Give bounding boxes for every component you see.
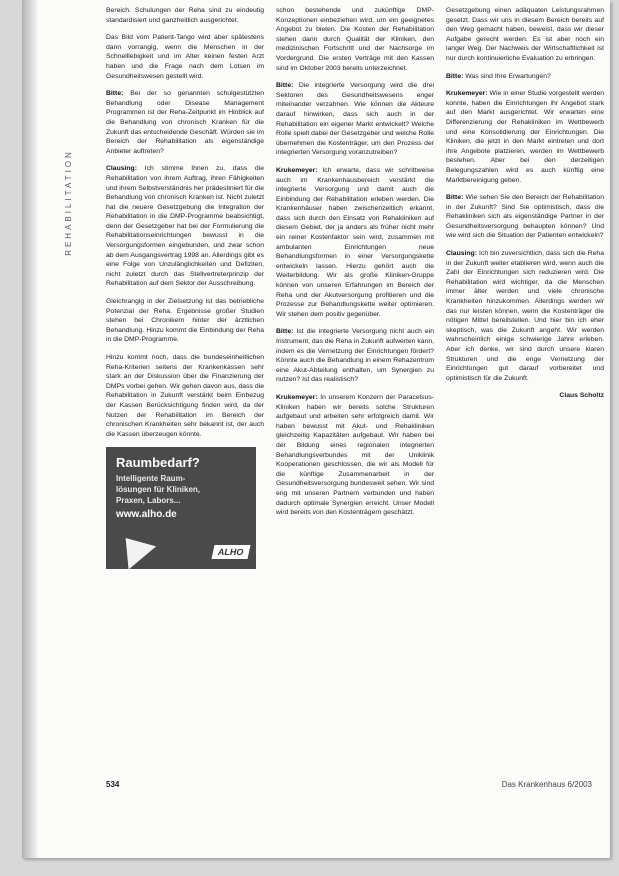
ad-url: www.alho.de — [116, 509, 177, 521]
page-footer — [106, 780, 606, 794]
paragraph-text: Bereich. Schulungen der Reha sind zu eindeutig standardisiert und ganzheitlich ausgerichtet. — [106, 7, 264, 24]
magazine-page — [22, 0, 610, 858]
ad-title: Raumbedarf? — [116, 455, 200, 471]
interview-answer — [276, 166, 434, 320]
column-3 — [446, 6, 604, 774]
paragraph-text: Das Bild vom Patient-Tango wird aber spätestens dann vorrangig, wenn die Menschen in der Schnelllebigkeit und im Alter keinen festen Arzt haben und die Frage nach dem Lotsen im Gesundheitswesen gestellt wird. — [106, 34, 264, 80]
section-rubric-text: REHABILITATION — [63, 148, 73, 256]
paragraph-text: In unserem Konzern der Paracelsus-Kliniken haben wir bereits solche Strukturen aufgebaut und arbeiten sehr erfolgreich damit. Wir haben bewusst mit Akut- und Rehakliniken gleichzeitig Kapazitäten aufgebaut. Wir haben bei der Bildung eines regionalen integrierten Behandlungsverbundes mit der Uniklinik Kooperationen geschlossen, die wir als Modell für die künftige Zusammenarbeit in der Gesundheitsversorgung bundesweit sehen. Wir sind eng mit unseren Partnern verbunden und haben dadurch optimale Synergien erreicht. Unser Modell wird bereits von den Kostenträgern geschätzt. — [276, 393, 434, 517]
article-paragraph — [106, 353, 264, 439]
article-paragraph — [106, 297, 264, 345]
paragraph-text: Ich stimme Ihnen zu, dass die Rehabilitation von ihrem Auftrag, ihren Fähigkeiten und ihrem Selbstverständnis her prädestiniert für die Behandlung von chronisch Kranken ist. Nicht zuletzt hat die neuere Gesetzgebung die Integration der Rehabilitation in die DMP-Programme beabsichtigt, denn der Gesetzgeber hat bei der Formulierung die Rehabilitationseinrichtungen bewusst in die Versorgungsformen eingebunden, und zwar schon ab dem Ausgangsvertrag 1998 an. Allerdings gibt es eine Folge von Unzulänglichkeiten und Defiziten, nicht zuletzt durch das Stellvertreterprinzip der Rehabilitation auf dem Sektor der Ausschreibung. — [106, 165, 264, 288]
paragraph-text: Ist die integrierte Versorgung nicht auch ein Instrument, das die Reha in Zukunft aufwerten kann, indem es die Vernetzung der Einrichtungen fördert? Könnte auch die Behandlung in einem Rehazentrum eine Akut-Abteilung enthalten, um Synergien zu nutzen? Ist das realistisch? — [276, 328, 434, 384]
interview-answer — [446, 249, 604, 383]
paragraph-text: Ich erwarte, dass wir schrittweise auch im Krankenhausbereich verstärkt die integrierte Versorgung und damit auch die Einbindung der Rehabilitation erleben werden. Die Krankenhäuser haben zwischenzeitlich erkannt, dass sich durch den Einsatz von Rehakliniken auf diesem Gebiet, der ja anders als früher nicht mehr ein reiner Kostenfaktor sein wird, zusammen mit ambulanten Einrichtungen neue Behandlungsformen in einer Versorgungskette entwickeln lassen. Hierzu gehört auch die Weiterbildung. Wir als große Kliniken-Gruppe können von unseren Erfahrungen im Bereich der Reha und der Akutversorgung profitieren und die Prozesse zur Behandlungskette weiter optimieren. Wir stehen dem positiv gegenüber. — [276, 166, 434, 318]
interview-answer — [276, 393, 434, 518]
arrow-icon — [112, 527, 156, 570]
ad-line: Praxen, Labors... — [116, 496, 181, 506]
speaker-label: Clausing: — [446, 250, 477, 258]
ad-line: lösungen für Kliniken, — [116, 485, 201, 495]
page-number: 534 — [106, 780, 120, 789]
speaker-label: Bitte: — [446, 194, 464, 202]
article-paragraph — [446, 6, 604, 64]
paragraph-text: schon bestehende und zukünftige DMP-Konzeptionen einbeziehen wird, um ein geeignetes Angebot zu bieten. Die Kosten der Rehabilitation stehen dann durch Qualität der Kliniken, den medizinischen Fortschritt und der Nachsorge im Vordergrund. Die ersten Verträge mit den Kassen sind im Oktober 2003 bereits unterzeichnet. — [276, 7, 434, 72]
journal-reference: Das Krankenhaus 6/2003 — [501, 780, 592, 789]
interview-question — [446, 193, 604, 241]
speaker-label: Clausing: — [106, 165, 137, 173]
speaker-label: Bitte: — [106, 90, 124, 98]
paragraph-text: Bei der so genannten schulgestützten Behandlung oder Disease Management Programmen ist der Reha-Zeitpunkt im Hinblick auf die Behandlung von chronisch Kranken für die Zukunft das entscheidende Geschäft. Würden sie im Bereich der Rehabilitation als eigenständige Anbieter auftreten? — [106, 90, 264, 155]
column-2 — [276, 6, 434, 774]
column-1 — [106, 6, 264, 774]
speaker-label: Bitte: — [276, 328, 294, 336]
paragraph-text: Was sind Ihre Erwartungen? — [465, 72, 551, 80]
article-paragraph — [106, 33, 264, 81]
interview-question — [276, 81, 434, 158]
speaker-label: Krukemeyer: — [446, 90, 488, 98]
interview-answer — [106, 164, 264, 289]
section-rubric — [60, 22, 76, 382]
paragraph-text: Gleichrangig in der Zielsetzung ist das betriebliche Potenzial der Reha. Ergebnisse großer Studien stehen bei Chronikern hinter der ärztlichen Behandlung. Hinzu kommt die Einbindung der Reha in die DMP-Programme. — [106, 298, 264, 344]
interview-question — [446, 72, 604, 82]
alho-logo: ALHO — [211, 545, 249, 559]
paragraph-text: Wie in einer Studie vorgestellt werden konnte, haben die Einrichtungen ihr Angebot stark auf den Markt ausgerichtet. Wir erwarten eine Differenzierung der Rehakliniken im Wettbewerb und eine Konsolidierung der Einrichtungen. Die Kliniken, die jetzt in den Markt eintreten und dort ihre Angebote platzieren, werden im Wettbewerb bestehen. Aber bei den derzeitigen Belegungszahlen wird es auch künftig eine Marktbereinigung geben. — [446, 90, 604, 184]
interview-answer — [446, 89, 604, 185]
article-paragraph — [276, 6, 434, 73]
ad-line: Intelligente Raum- — [116, 474, 186, 484]
paragraph-text: Ich bin zuversichtlich, dass sich die Reha in der Zukunft weiter etablieren wird, wenn auch die Zahl der Einrichtungen sich reduzieren wird. Die Rehabilitation wird wichtiger, da die Menschen immer älter werden und viele chronische Krankheiten hinzukommen. Allerdings werden wir das nur leisten können, wenn die Kostenträger die nötigen Mittel bereitstellen. Und hier bin ich eher skeptisch, was die Zukunft angeht. Wir werden wahrscheinlich einige schwierige Jahre erleben. Aber ich denke, wir sind durch unsere klaren Strukturen und die enge Vernetzung der Einrichtungen gut darauf vorbereitet und optimistisch für die Zukunft. — [446, 250, 604, 382]
author-line — [446, 391, 604, 401]
speaker-label: Bitte: — [446, 72, 464, 80]
author-name: Claus Scholtz — [559, 392, 604, 400]
article-paragraph — [106, 6, 264, 25]
speaker-label: Bitte: — [276, 82, 294, 90]
interview-question — [276, 327, 434, 385]
paragraph-text: Die integrierte Versorgung wird die drei Sektoren des Gesundheitswesens enger miteinander verzahnen. Wie können die Akteure darauf hinwirken, dass sich auch in der Rehabilitation ein eigener Markt entwickelt? Welche Rolle spielt dabei der Gesetzgeber und welche Rolle übernehmen die Kostenträger, um den Prozess der integrierten Versorgung voranzutreiben? — [276, 82, 434, 157]
speaker-label: Krukemeyer: — [276, 393, 318, 401]
alho-advertisement — [106, 447, 256, 569]
page-spine-shadow — [22, 0, 38, 858]
speaker-label: Krukemeyer: — [276, 166, 318, 174]
paragraph-text: Hinzu kommt noch, dass die bundeseinheitlichen Reha-Kriterien seitens der Krankenkassen sehr stark an der Diskussion über die Finanzierung der DMPs vorbei gehen. Wir gehen davon aus, dass die Rehabilitation in Zukunft verstärkt beim Einbezug der Kassen Berücksichtigung finden wird, da der Nutzen der Rehabilitation im Bereich der chronischen Krankheiten sehr bekannt ist, der auch die Kassen überzeugen könnte. — [106, 354, 264, 438]
ad-lines — [116, 473, 248, 506]
article-columns — [106, 6, 606, 774]
paragraph-text: Gesetzgebung einen adäquaten Leistungsrahmen gesetzt. Dass wir uns in diesem Bereich bereits auf den Weg gemacht haben, beweist, dass wir dieser Aufgabe gerecht werden. Es ist aber noch ein langer Weg. Der Nachweis der Wirtschaftlichkeit ist nur durch kontinuierliche Evaluation zu erbringen. — [446, 7, 604, 62]
paragraph-text: Wie sehen Sie den Bereich der Rehabilitation in der Zukunft? Sind Sie optimistisch, dass die Rehakliniken sich als eigenständige Partner in der Gesundheitsversorgung behaupten können? Und wie wird sich die Situation der Patienten entwickeln? — [446, 194, 604, 240]
interview-question — [106, 89, 264, 156]
